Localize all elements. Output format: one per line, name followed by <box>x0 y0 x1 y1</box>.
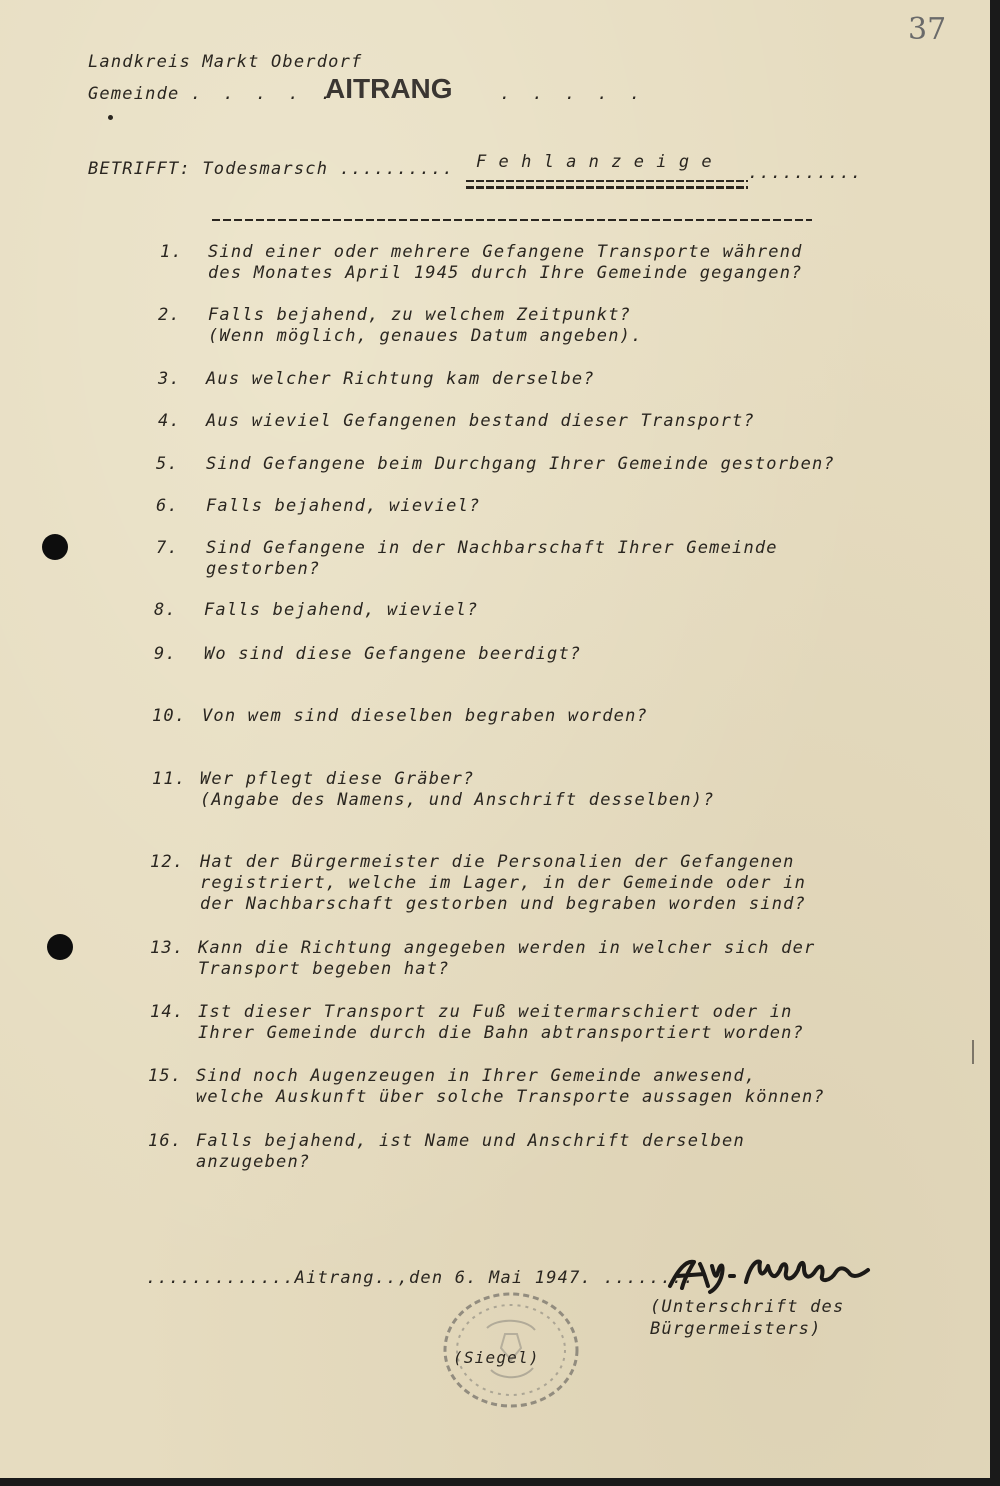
question-text: Wo sind diese Gefangene beerdigt? <box>204 644 582 664</box>
gemeinde-line <box>88 84 337 104</box>
question-text: Wer pflegt diese Gräber? <box>200 769 475 789</box>
question-text: Ist dieser Transport zu Fuß weitermarschiert oder in <box>198 1002 793 1022</box>
question-text: Falls bejahend, wieviel? <box>206 496 481 516</box>
question-text: Sind noch Augenzeugen in Ihrer Gemeinde anwesend, <box>196 1066 757 1086</box>
question-number: 9. <box>154 644 177 664</box>
question-number: 12. <box>150 852 185 872</box>
subject-double-underline <box>466 180 748 189</box>
punch-hole <box>47 934 73 960</box>
question-number: 7. <box>156 538 179 558</box>
question-text: registriert, welche im Lager, in der Gemeinde oder in <box>200 873 807 893</box>
question-text: Von wem sind dieselben begraben worden? <box>202 706 648 726</box>
question-text: Aus wieviel Gefangenen bestand dieser Transport? <box>206 411 755 431</box>
question-number: 11. <box>152 769 187 789</box>
question-text: Kann die Richtung angegeben werden in welcher sich der <box>198 938 816 958</box>
question-number: 10. <box>152 706 187 726</box>
question-text: (Angabe des Namens, und Anschrift desselben)? <box>200 790 715 810</box>
subject-line <box>88 159 454 179</box>
mayor-signature <box>664 1252 884 1296</box>
question-text: welche Auskunft über solche Transporte aussagen können? <box>196 1087 825 1107</box>
gemeinde-dots-before: . . . . . <box>190 84 338 104</box>
subject-value: Fehlanzeige <box>476 152 724 172</box>
question-text: Sind einer oder mehrere Gefangene Transporte während <box>208 242 803 262</box>
gemeinde-name-stamp: AITRANG <box>325 73 453 104</box>
question-text: (Wenn möglich, genaues Datum angeben). <box>208 326 643 346</box>
question-text: Sind Gefangene beim Durchgang Ihrer Gemeinde gestorben? <box>206 454 835 474</box>
question-text: Transport begeben hat? <box>198 959 450 979</box>
subject-dots-after: .......... <box>748 163 863 183</box>
question-text: anzugeben? <box>196 1152 311 1172</box>
question-number: 13. <box>150 938 185 958</box>
question-text: der Nachbarschaft gestorben und begraben worden sind? <box>200 894 807 914</box>
question-text: Hat der Bürgermeister die Personalien der Gefangenen <box>200 852 795 872</box>
gemeinde-dots-after: . . . . . <box>500 84 647 104</box>
question-number: 6. <box>156 496 179 516</box>
seal-label: (Siegel) <box>453 1348 540 1367</box>
dot-mark <box>108 115 113 120</box>
question-number: 1. <box>160 242 183 262</box>
page-number: 37 <box>908 12 947 47</box>
question-number: 14. <box>150 1002 185 1022</box>
question-text: Falls bejahend, zu welchem Zeitpunkt? <box>208 305 632 325</box>
question-number: 5. <box>156 454 179 474</box>
gemeinde-label: Gemeinde <box>88 84 180 104</box>
question-number: 4. <box>158 411 181 431</box>
place-date-line: .............Aitrang..,den 6. Mai 1947. ........ <box>146 1268 695 1288</box>
question-number: 15. <box>148 1066 183 1086</box>
signature-caption: (Unterschrift des Bürgermeisters) <box>650 1297 845 1339</box>
question-number: 2. <box>158 305 181 325</box>
question-number: 8. <box>154 600 177 620</box>
question-text: Ihrer Gemeinde durch die Bahn abtransportiert worden? <box>198 1023 805 1043</box>
question-number: 16. <box>148 1131 183 1151</box>
question-text: Falls bejahend, ist Name und Anschrift derselben <box>196 1131 745 1151</box>
subject-label: BETRIFFT: Todesmarsch <box>88 159 329 179</box>
punch-hole <box>42 534 68 560</box>
question-text: Falls bejahend, wieviel? <box>204 600 479 620</box>
landkreis-line: Landkreis Markt Oberdorf <box>88 52 363 72</box>
question-text: gestorben? <box>206 559 321 579</box>
question-text: des Monates April 1945 durch Ihre Gemeinde gegangen? <box>208 263 803 283</box>
question-text: Aus welcher Richtung kam derselbe? <box>206 369 595 389</box>
question-number: 3. <box>158 369 181 389</box>
margin-mark <box>972 1040 974 1064</box>
subject-dots-before: .......... <box>339 159 454 179</box>
separator-dashed-line <box>212 219 812 221</box>
question-text: Sind Gefangene in der Nachbarschaft Ihrer Gemeinde <box>206 538 778 558</box>
